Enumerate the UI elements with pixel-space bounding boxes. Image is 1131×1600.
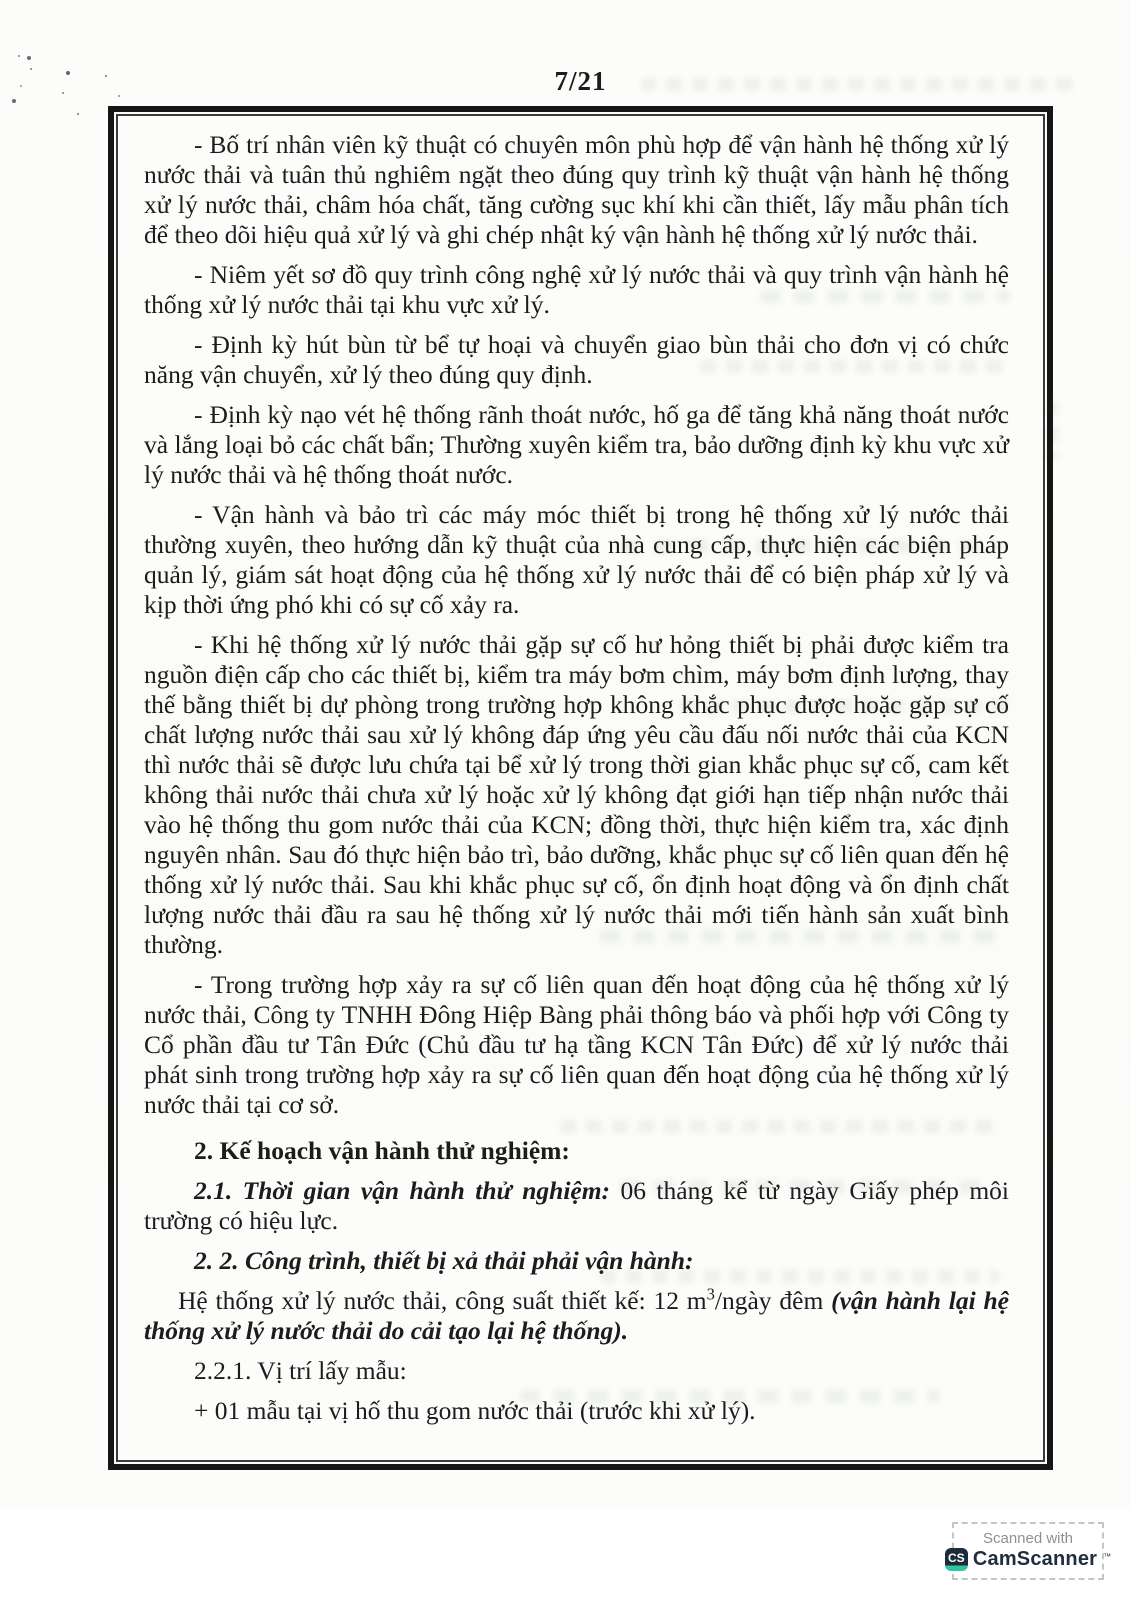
paragraph-incident-coordination: - Trong trường hợp xảy ra sự cố liên quan đến hoạt động của hệ thống xử lý nước thải, Công ty TNHH Đông Hiệp Bàng phải thông báo và phối hợp với Công ty Cổ phần đầu tư Tân Đức (Chủ đầu tư hạ tầng KCN Tân Đức) để xử lý nước thải phát sinh trong trường hợp xảy ra sự cố liên quan đến hoạt động của hệ thống xử lý nước thải tại cơ sở. [144, 970, 1009, 1119]
paragraph-drain-dredging: - Định kỳ nạo vét hệ thống rãnh thoát nước, hố ga để tăng khả năng thoát nước và lắng loại bỏ các chất bẩn; Thường xuyên kiểm tra, bảo dưỡng định kỳ khu vực xử lý nước thải và hệ thống thoát nước. [144, 400, 1009, 489]
capacity-unit-text: /ngày đêm [714, 1286, 832, 1315]
section-2-1-trial-duration [144, 1176, 1009, 1236]
section-2-2-heading: 2. 2. Công trình, thiết bị xả thải phải vận hành: [194, 1246, 694, 1275]
document-body [116, 114, 1045, 1462]
section-2-1-text: 06 tháng kể từ ngày Giấy phép môi trường có hiệu lực. [144, 1176, 1009, 1235]
paragraph-maintenance: - Vận hành và bảo trì các máy móc thiết bị trong hệ thống xử lý nước thải thường xuyên, theo hướng dẫn kỹ thuật của nhà cung cấp, thực hiện các biện pháp quản lý, giám sát hoạt động của hệ thống xử lý nước thải để có biện pháp xử lý và kịp thời ứng phó khi có sự cố xảy ra. [144, 500, 1009, 619]
paragraph-posting-diagram: - Niêm yết sơ đồ quy trình công nghệ xử lý nước thải và quy trình vận hành hệ thống xử lý nước thải tại khu vực xử lý. [144, 260, 1009, 319]
section-heading-trial-operation: 2. Kế hoạch vận hành thử nghiệm: [194, 1136, 570, 1165]
ink-speckles [18, 55, 20, 57]
page-number: 7/21 [554, 66, 607, 96]
section-2-1-label: 2.1. Thời gian vận hành thử nghiệm: [194, 1176, 611, 1205]
sampling-location-item: + 01 mẫu tại vị hố thu gom nước thải (trước khi xử lý). [194, 1396, 756, 1425]
cubic-meter-superscript: 3 [706, 1284, 715, 1304]
camscanner-wordmark: CamScanner [972, 1548, 1098, 1570]
paragraph-staffing: - Bố trí nhân viên kỹ thuật có chuyên môn phù hợp để vận hành hệ thống xử lý nước thải và tuân thủ nghiêm ngặt theo đúng quy trình kỹ thuật vận hành hệ thống xử lý nước thải, châm hóa chất, tăng cường sục khí khi cần thiết, lấy mẫu phân tích để theo dõi hiệu quả xử lý và ghi chép nhật ký vận hành hệ thống xử lý nước thải. [144, 130, 1009, 249]
paragraph-incident-handling: - Khi hệ thống xử lý nước thải gặp sự cố hư hỏng thiết bị phải được kiểm tra nguồn điện cấp cho các thiết bị, kiểm tra máy bơm chìm, máy bơm định lượng, thay thế bằng thiết bị dự phòng trong trường hợp không khắc phục được hoặc gặp sự cố chất lượng nước thải sau xử lý không đáp ứng yêu cầu đấu nối nước thải của KCN thì nước thải sẽ được lưu chứa tại bể xử lý trong thời gian khắc phục sự cố, cam kết không thải nước thải chưa xử lý hoặc xử lý không đạt giới hạn tiếp nhận nước thải vào hệ thống thu gom nước thải của KCN; đồng thời, thực hiện kiểm tra, xác định nguyên nhân. Sau đó thực hiện bảo trì, bảo dưỡng, khắc phục sự cố liên quan đến hệ thống xử lý nước thải. Sau khi khắc phục sự cố, ổn định hoạt động và ổn định chất lượng nước thải đầu ra sau hệ thống xử lý nước thải mới tiến hành sản xuất bình thường. [144, 630, 1009, 959]
capacity-text: Hệ thống xử lý nước thải, công suất thiết kế: 12 m [178, 1286, 707, 1315]
camscanner-logo-row [945, 1548, 1111, 1571]
paragraph-system-capacity [144, 1286, 1009, 1346]
trademark-symbol: ™ [1103, 1552, 1112, 1561]
paragraph-sludge-removal: - Định kỳ hút bùn từ bể tự hoại và chuyển giao bùn thải cho đơn vị có chức năng vận chuyển, xử lý theo đúng quy định. [144, 330, 1009, 389]
section-2-2-1-heading: 2.2.1. Vị trí lấy mẫu: [194, 1356, 407, 1385]
scanned-with-label: Scanned with [982, 1530, 1074, 1547]
document-frame [108, 106, 1053, 1470]
camscanner-badge [948, 1522, 1112, 1580]
camscanner-cs-icon: CS [945, 1548, 968, 1571]
capacity-note-italic: (vận hành lại hệ thống xử lý nước thải do cải tạo lại hệ thống). [144, 1286, 1009, 1345]
